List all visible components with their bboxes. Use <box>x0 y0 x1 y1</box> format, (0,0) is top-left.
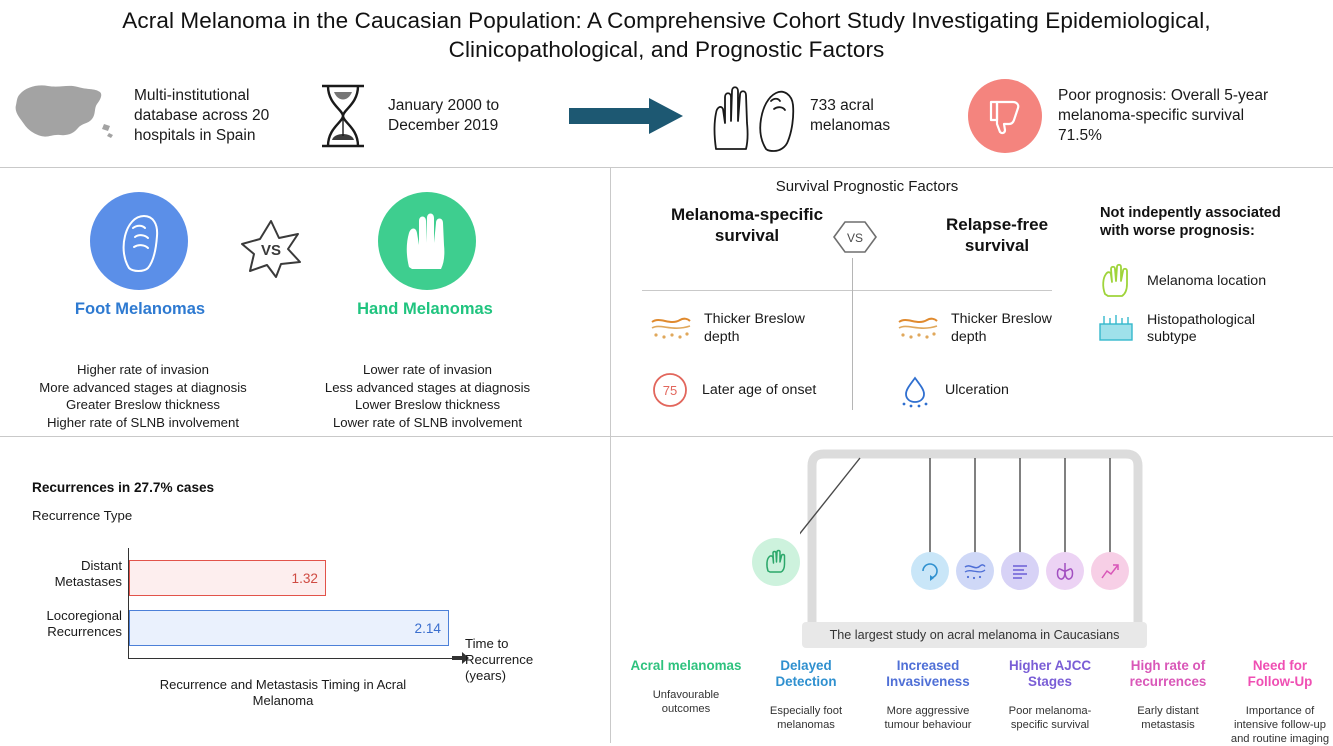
hand-melanoma-badge <box>378 192 476 290</box>
lungs-icon <box>1054 560 1076 582</box>
takeaway-4-sub: Poor melanoma-specific survival <box>1008 705 1092 731</box>
chart-category-2-line1: Locoregional <box>46 608 122 623</box>
layers-icon <box>1010 561 1030 581</box>
hand-bullet-4: Lower rate of SLNB involvement <box>332 414 523 430</box>
top-item-period-text: January 2000 to December 2019 <box>388 97 500 134</box>
hourglass-icon <box>312 80 374 152</box>
chart-x-axis <box>128 658 458 659</box>
not-independent-item-1-text: Melanoma location <box>1147 272 1267 289</box>
cradle-ball-1 <box>911 552 949 590</box>
prognostic-center-line <box>852 258 853 410</box>
cycle-icon <box>919 560 941 582</box>
chart-arrow-icon <box>1099 560 1121 582</box>
divider-middle <box>0 436 1333 437</box>
hand-outline-icon <box>1097 262 1135 300</box>
top-item-cases-text: 733 acral melanomas <box>810 97 891 134</box>
hand-foot-icon <box>708 79 800 153</box>
hand-melanoma-label: Hand Melanomas <box>357 300 493 318</box>
takeaway-item-2 <box>748 658 864 732</box>
top-item-prognosis-text: Poor prognosis: Overall 5-year melanoma-specific survival 71.5% <box>1058 87 1269 144</box>
hand-melanoma-bullets <box>300 361 555 431</box>
ulceration-drop-icon <box>897 372 933 408</box>
svg-text:VS: VS <box>260 242 282 259</box>
chart-bar-locoregional-value: 2.14 <box>414 620 441 636</box>
foot-melanoma-badge <box>90 192 188 290</box>
not-independent-item-2-text: Histopathological subtype <box>1147 312 1256 345</box>
foot-vs-hand-panel <box>0 176 610 436</box>
chart-category-1-line1: Distant <box>80 558 122 573</box>
foot-bullet-2: More advanced stages at diagnosis <box>39 379 247 395</box>
takeaway-item-6 <box>1228 658 1332 746</box>
divider-vertical-lower <box>610 437 611 743</box>
top-summary-band <box>0 66 1333 166</box>
arrow-right-icon <box>567 94 687 138</box>
versus-diamond-icon <box>822 216 888 258</box>
top-item-period <box>312 80 562 152</box>
skin-layers-icon <box>650 314 692 342</box>
takeaway-6-head: Need for Follow-Up <box>1247 658 1313 689</box>
top-item-cases <box>708 79 968 153</box>
takeaway-5-head: High rate of recurrences <box>1129 658 1207 689</box>
chart-caption: Recurrence and Metastasis Timing in Acral Melanoma <box>159 677 407 708</box>
hand-icon <box>400 211 454 271</box>
age-75-icon <box>650 370 690 410</box>
chart-bar-locoregional <box>129 610 449 646</box>
flow-arrow <box>562 94 692 138</box>
msurvival-factor-1-text: Thicker Breslow depth <box>704 311 805 345</box>
chart-x-axis-caption <box>465 636 555 684</box>
skin-layers-icon <box>963 561 987 581</box>
foot-icon <box>113 210 165 272</box>
chart-x-axis-caption-line3: (years) <box>465 668 507 683</box>
versus-badge <box>238 218 304 285</box>
takeaway-item-4 <box>992 658 1108 732</box>
not-independent-title: Not indepently associated with worse prognosis: <box>1100 205 1281 239</box>
page-title: Acral Melanoma in the Caucasian Population: A Comprehensive Cohort Study Investigating Epidemiological, Clinicopathological, and Prognostic Factors <box>122 8 1211 62</box>
foot-bullet-4: Higher rate of SLNB involvement <box>46 414 240 430</box>
thumbs-down-badge <box>968 79 1042 153</box>
takeaway-5-sub: Early distant metastasis <box>1137 705 1199 731</box>
chart-category-2-line2: Recurrences <box>47 624 122 639</box>
cradle-ball-3 <box>1001 552 1039 590</box>
chart-category-2-label <box>6 608 122 640</box>
chart-x-axis-caption-line1: Time to <box>465 636 509 651</box>
foot-bullet-3: Greater Breslow thickness <box>66 397 220 412</box>
takeaway-item-3 <box>868 658 988 732</box>
recurrence-chart-panel <box>0 440 610 743</box>
msurvival-factor-2-text: Later age of onset <box>702 382 817 398</box>
chart-y-axis-label: Recurrence Type <box>32 508 133 523</box>
prognostic-underline <box>642 290 1052 291</box>
not-independent-item-1 <box>1097 262 1267 300</box>
chart-bar-distant <box>129 560 326 596</box>
takeaway-1-sub: Unfavourable outcomes <box>652 689 720 715</box>
prognostic-heading: Survival Prognostic Factors <box>775 178 959 195</box>
cradle-base-banner: The largest study on acral melanoma in Caucasians <box>802 622 1147 648</box>
prognostic-factors-panel <box>612 170 1333 436</box>
spain-map-icon <box>8 78 118 154</box>
takeaway-4-head: Higher AJCC Stages <box>1008 658 1092 689</box>
top-item-database-text: Multi-institutional database across 20 hospitals in Spain <box>134 87 270 144</box>
chart-category-1-label <box>14 558 122 590</box>
takeaway-6-sub: Importance of intensive follow-up and routine imaging <box>1230 705 1330 745</box>
histopathology-slide-icon <box>1097 312 1135 346</box>
rfsurvival-factor-1 <box>897 310 1071 346</box>
takeaway-1-head: Acral melanomas <box>630 658 742 673</box>
chart-x-axis-caption-line2: Recurrence <box>465 652 534 667</box>
not-independent-item-2 <box>1097 312 1297 346</box>
takeaway-item-1 <box>628 658 744 716</box>
rfsurvival-factor-2-text: Ulceration <box>945 382 1009 398</box>
top-item-prognosis <box>968 79 1328 153</box>
cradle-ball-swing <box>752 538 800 586</box>
versus-star-icon <box>238 218 304 280</box>
chart-bar-distant-value: 1.32 <box>291 570 318 586</box>
hand-bullet-1: Lower rate of invasion <box>362 362 493 377</box>
takeaway-3-sub: More aggressive tumour behaviour <box>884 705 972 731</box>
divider-vertical-upper <box>610 168 611 436</box>
hand-bullet-2: Less advanced stages at diagnosis <box>324 379 531 395</box>
cradle-ball-4 <box>1046 552 1084 590</box>
top-item-database <box>0 78 312 154</box>
msurvival-factor-1 <box>650 310 824 346</box>
chart-title: Recurrences in 27.7% cases <box>32 480 215 495</box>
chart-category-1-line2: Metastases <box>54 574 122 589</box>
skin-layers-icon <box>897 314 939 342</box>
cradle-ball-5 <box>1091 552 1129 590</box>
takeaway-item-5 <box>1112 658 1224 732</box>
foot-bullet-1: Higher rate of invasion <box>77 362 209 377</box>
svg-text:75: 75 <box>662 383 678 398</box>
msurvival-factor-2 <box>650 370 852 410</box>
foot-melanoma-label: Foot Melanomas <box>74 300 206 318</box>
takeaway-2-head: Delayed Detection <box>775 658 837 689</box>
rfsurvival-factor-1-text: Thicker Breslow depth <box>951 311 1052 345</box>
foot-melanoma-bullets <box>18 361 268 431</box>
svg-text:VS: VS <box>846 231 864 245</box>
rfsurvival-factor-2 <box>897 372 1065 408</box>
cradle-ball-2 <box>956 552 994 590</box>
msurvival-column-title: Melanoma-specific survival <box>670 205 824 245</box>
rfsurvival-column-title: Relapse-free survival <box>945 215 1049 255</box>
divider-top <box>0 167 1333 168</box>
takeaway-3-head: Increased Invasiveness <box>886 658 970 689</box>
hand-bullet-3: Lower Breslow thickness <box>354 397 501 412</box>
newton-cradle-frame <box>800 446 1150 646</box>
prognostic-versus-badge <box>822 216 888 263</box>
thumbs-down-icon <box>983 94 1027 138</box>
hand-outline-icon <box>763 549 789 575</box>
takeaways-panel <box>612 440 1333 743</box>
takeaway-2-sub: Especially foot melanomas <box>769 705 843 731</box>
